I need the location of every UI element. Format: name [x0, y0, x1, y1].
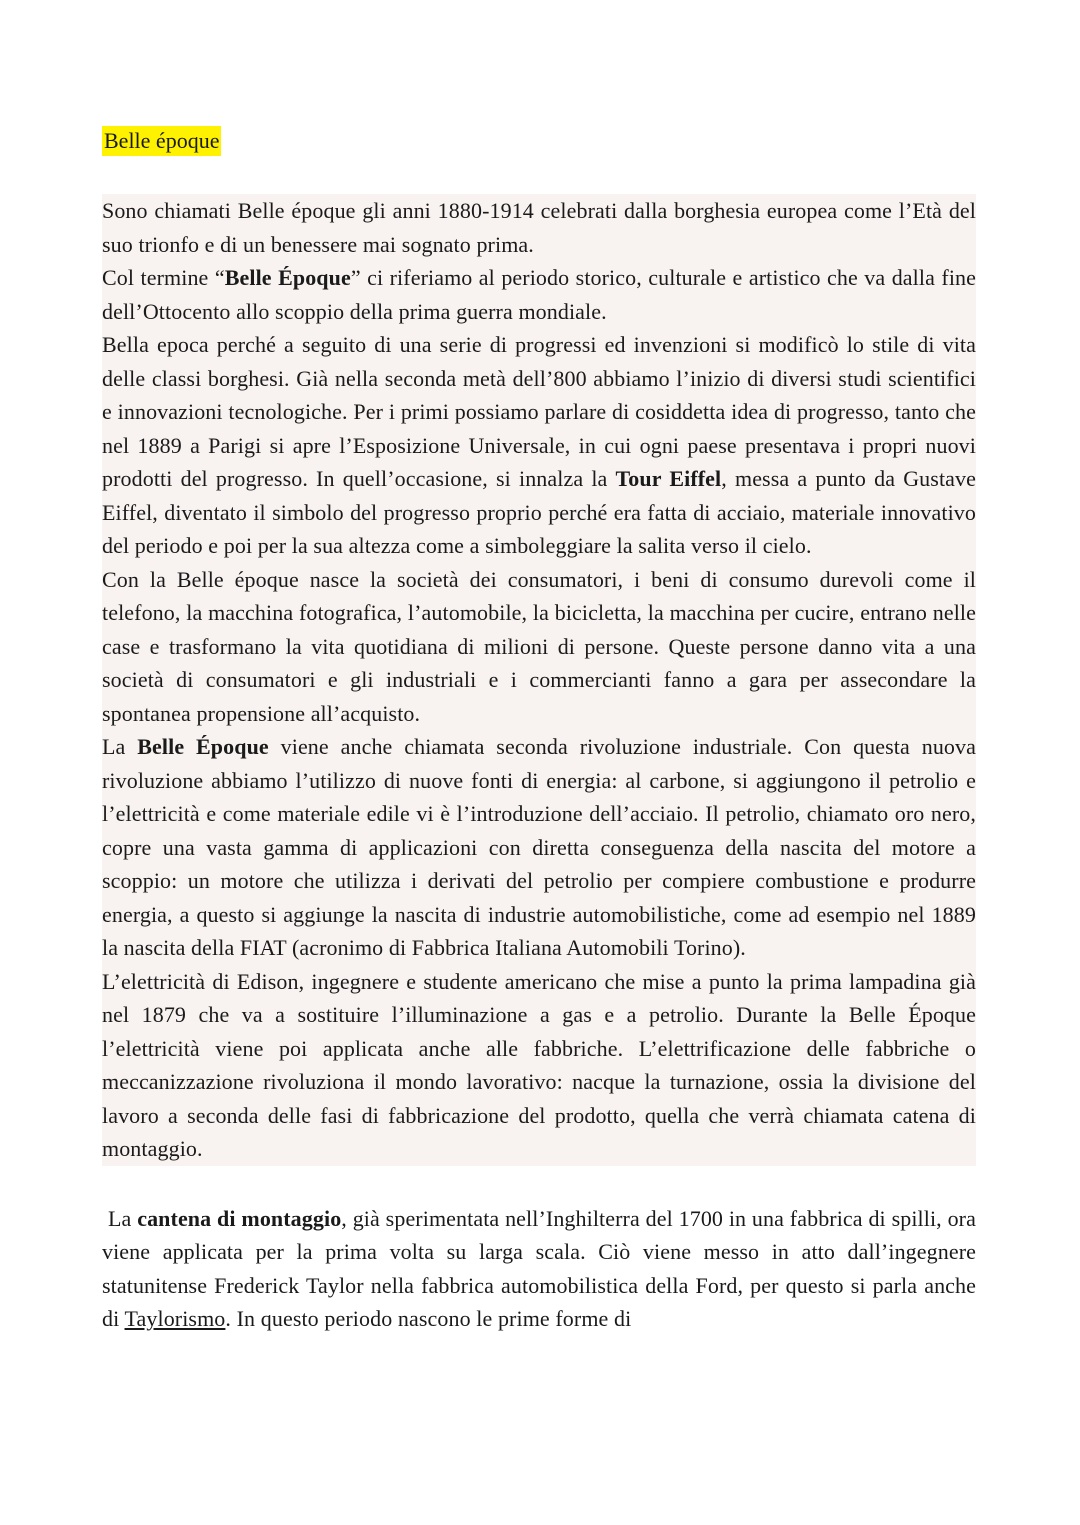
spacer — [102, 156, 976, 194]
spacer — [102, 1166, 976, 1202]
paragraph-3 — [102, 328, 976, 563]
paragraph-6: L’elettricità di Edison, ingegnere e studente americano che mise a punto la prima lampadina già nel 1879 che va a sostituire l’illuminazione a gas e a petrolio. Durante la Belle Époque l’elettricità viene poi applicata anche alle fabbriche. L’elettrificazione delle fabbriche o meccanizzazione rivoluziona il mondo lavorativo: nacque la turnazione, ossia la divisione del lavoro a seconda delle fasi di fabbricazione del prodotto, quella che verrà chiamata catena di montaggio. — [102, 968, 976, 1161]
paragraph-7 — [102, 1202, 976, 1336]
document-page — [102, 126, 976, 1336]
paragraph-4: Con la Belle époque nasce la società dei consumatori, i beni di consumo durevoli come il telefono, la macchina fotografica, l’automobile, la bicicletta, la macchina per cucire, entrano nelle case e trasformano la vita quotidiana di milioni di persone. Queste persone danno vita a una società di consumatori e gli industriali e i commercianti fanno a gara per assecondare la spontanea propensione all’acquisto. — [102, 566, 976, 726]
bold-term: cantena di montaggio — [137, 1205, 342, 1231]
paragraph-1: Sono chiamati Belle époque gli anni 1880-1914 celebrati dalla borghesia europea come l’Età del suo trionfo e di un benessere mai sognato prima. — [102, 198, 976, 257]
text-run: . In questo periodo nascono le prime forme di — [225, 1306, 632, 1331]
paragraph-2 — [102, 261, 976, 328]
bold-term: Belle Époque — [137, 734, 269, 759]
text-run: , già sperimentata nell’Inghilterra del 1700 in una fabbrica di spilli, ora viene applicata per la prima volta su larga scala. Ciò viene messo in atto dall’ingegnere statunitense Frederick Taylor nella fabbrica automobilistica della Ford, per questo si parla anche di — [102, 1205, 976, 1331]
text-run: viene anche chiamata seconda rivoluzione industriale. Con questa nuova rivoluzione abbiamo l’utilizzo di nuove fonti di energia: al carbone, si aggiungono il petrolio e l’elettricità e come materiale edile vi è l’introduzione dell’acciaio. Il petrolio, chiamato oro nero, copre una vasta gamma di applicazioni con diretta conseguenza della nascita del motore a scoppio: un motore che utilizza i derivati del petrolio per compiere combustione e produrre energia, a questo si aggiunge la nascita di industrie automobilistiche, come ad esempio nel 1889 la nascita della FIAT (acronimo di Fabbrica Italiana Automobili Torino). — [102, 734, 976, 960]
text-block-main — [102, 194, 976, 1166]
text-run: La — [108, 1205, 138, 1231]
text-run: Col termine “ — [102, 265, 225, 290]
document-title: Belle époque — [102, 126, 221, 156]
text-run: ” ci riferiamo al periodo storico, culturale e artistico che va dalla fine dell’Ottocento allo scoppio della prima guerra mondiale. — [102, 265, 976, 324]
text-run: La — [102, 734, 138, 759]
bold-term: Tour Eiffel — [615, 466, 722, 491]
paragraph-5 — [102, 730, 976, 965]
underlined-term: Taylorismo — [124, 1306, 226, 1331]
bold-term: Belle Époque — [224, 265, 351, 290]
text-run: , messa a punto da Gustave Eiffel, diventato il simbolo del progresso proprio perché era fatta di acciaio, materiale innovativo del periodo e poi per la sua altezza come a simboleggiare la salita verso il cielo. — [102, 466, 976, 558]
text-run: Bella epoca perché a seguito di una serie di progressi ed invenzioni si modificò lo stile di vita delle classi borghesi. Già nella seconda metà dell’800 abbiamo l’inizio di diversi studi scientifici e innovazioni tecnologiche. Per i primi possiamo parlare di cosiddetta idea di progresso, tanto che nel 1889 a Parigi si apre l’Esposizione Universale, in cui ogni paese presentava i propri nuovi prodotti del progresso. In quell’occasione, si innalza la — [102, 332, 976, 491]
